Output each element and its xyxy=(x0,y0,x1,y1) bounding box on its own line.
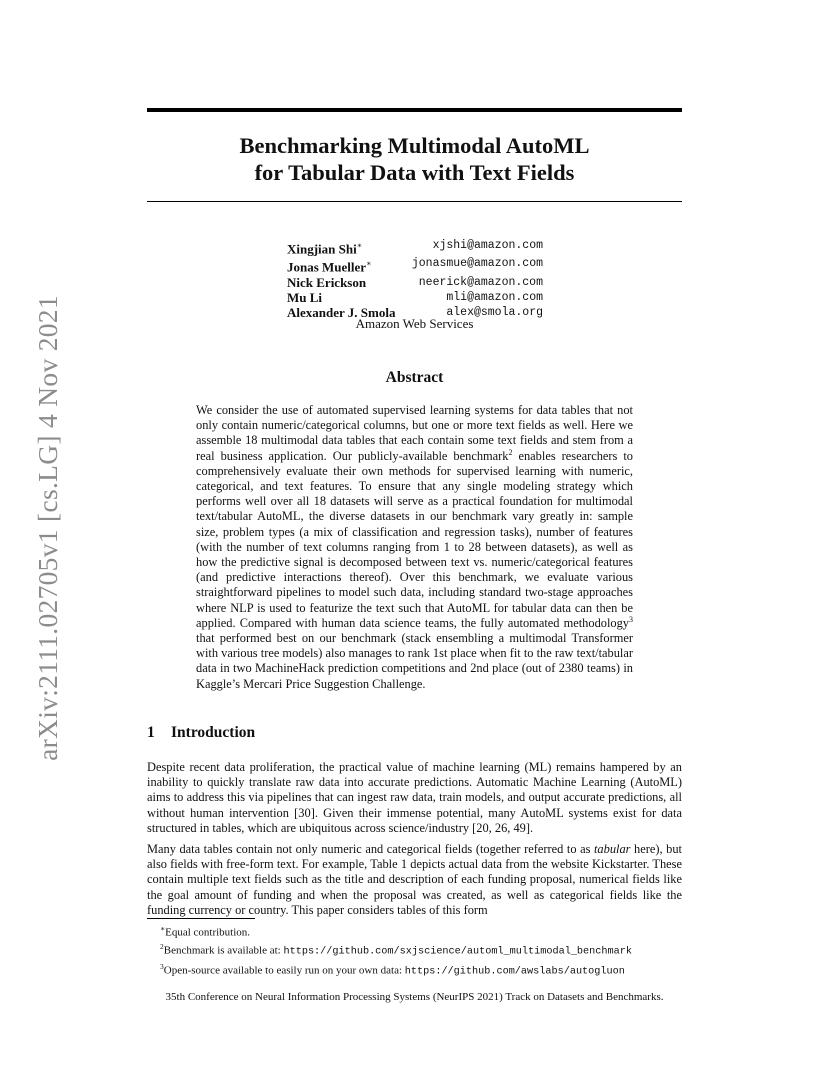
title-top-rule xyxy=(147,108,682,112)
title-bottom-rule xyxy=(147,201,682,202)
author-email[interactable]: jonasmue@amazon.com xyxy=(411,257,543,271)
footnotes xyxy=(160,922,632,980)
author-name: Mu Li xyxy=(287,289,323,305)
author-row xyxy=(287,290,543,305)
title-line-2: for Tabular Data with Text Fields xyxy=(254,160,575,185)
author-name: Xingjian Shi∗ xyxy=(287,241,363,257)
footnote-rule xyxy=(147,918,255,919)
author-list xyxy=(287,238,543,320)
footnote-ref[interactable]: 2 xyxy=(508,447,513,457)
author-row xyxy=(287,256,543,274)
benchmark-link[interactable]: https://github.com/sxjscience/automl_multimodal_benchmark xyxy=(283,946,632,958)
section-number: 1 xyxy=(147,724,155,741)
author-email[interactable]: mli@amazon.com xyxy=(446,290,543,304)
footnote: ∗Equal contribution. xyxy=(160,924,251,939)
footnote: $^2$Benchmark is available at: https://github.com/sxjscience/automl_multimodal_benchmark xyxy=(160,942,632,958)
footnote-ref[interactable]: 3 xyxy=(629,614,633,624)
author-name: Nick Erickson xyxy=(287,274,367,290)
section-heading xyxy=(147,724,255,742)
autogluon-link[interactable]: https://github.com/awslabs/autogluon xyxy=(404,966,625,978)
author-name: Alexander J. Smola xyxy=(287,304,396,320)
title-line-1: Benchmarking Multimodal AutoML xyxy=(239,133,590,158)
affiliation: Amazon Web Services xyxy=(355,316,474,331)
author-row xyxy=(287,275,543,290)
conference-note: 35th Conference on Neural Information Processing Systems (NeurIPS 2021) Track on Datasets and Benchmarks. xyxy=(165,991,664,1003)
intro-paragraph-2: Many data tables contain not only numeric and categorical fields (together referred to as tabular here), but also fields with free-form text. For example, Table 1 depicts actual data from the website Kickstarter. These contain multiple text fields such as the title and description of each funding proposal, numerical fields like the goal amount of funding and when the proposal was created, as well as categorical fields like the funding currency or country. This paper considers tables of this form xyxy=(147,842,682,917)
author-name: Jonas Mueller∗ xyxy=(287,259,372,275)
section-title: Introduction xyxy=(171,724,256,741)
author-email[interactable]: neerick@amazon.com xyxy=(418,275,543,289)
abstract-heading: Abstract xyxy=(385,369,444,386)
intro-paragraph-1: Despite recent data proliferation, the practical value of machine learning (ML) remains hampered by an inability to quickly translate raw data into accurate predictions. Automatic Machine Learning (AutoML) aims to address this via pipelines that can ingest raw data, train models, and output accurate predictions, all without human intervention [30]. Given their immense potential, many AutoML systems exist for data structured in tables, which are ubiquitous across science/industry [20, 26, 49]. xyxy=(147,760,682,835)
arxiv-identifier: arXiv:2111.02705v1 [cs.LG] 4 Nov 2021 xyxy=(32,295,63,761)
author-email[interactable]: xjshi@amazon.com xyxy=(432,239,543,252)
footnote: $^3$Open-source available to easily run on your own data: https://github.com/awslabs/autogluon xyxy=(160,962,625,978)
author-row xyxy=(287,238,543,256)
abstract-body: We consider the use of automated supervised learning systems for data tables that not only contain numeric/categorical columns, but one or more text fields as well. Here we assemble 18 multimodal data tables that each contain some text fields and stem from a real business application. Our publicly-available benchmark$^2$ enables researchers to comprehensively evaluate their own methods for supervised learning with numeric, categorical, and text features. To ensure that any single modeling strategy which performs well over all 18 datasets will serve as a practical foundation for multimodal text/tabular AutoML, the diverse datasets in our benchmark vary greatly in: sample size, problem types (a mix of classification and regression tasks), number of features (with the number of text columns ranging from 1 to 28 between datasets), as well as how the predictive signal is decomposed between text vs. numeric/categorical features (and predictive interactions thereof). Over this benchmark, we evaluate various straightforward pipelines to model such data, including standard two-stage approaches where NLP is used to featurize the text such that AutoML for tabular data can then be applied. Compared with human data science teams, the fully automated methodology$^3$ that performed best on our benchmark (stack ensembling a multimodal Transformer with various tree models) also manages to rank 1st place when fit to the raw text/tabular data in two MachineHack prediction competitions and 2nd place (out of 2380 teams) in Kaggle’s Mercari Price Suggestion Challenge. xyxy=(196,403,633,691)
author-email[interactable]: alex@smola.org xyxy=(446,305,543,319)
paper-title xyxy=(147,132,682,186)
